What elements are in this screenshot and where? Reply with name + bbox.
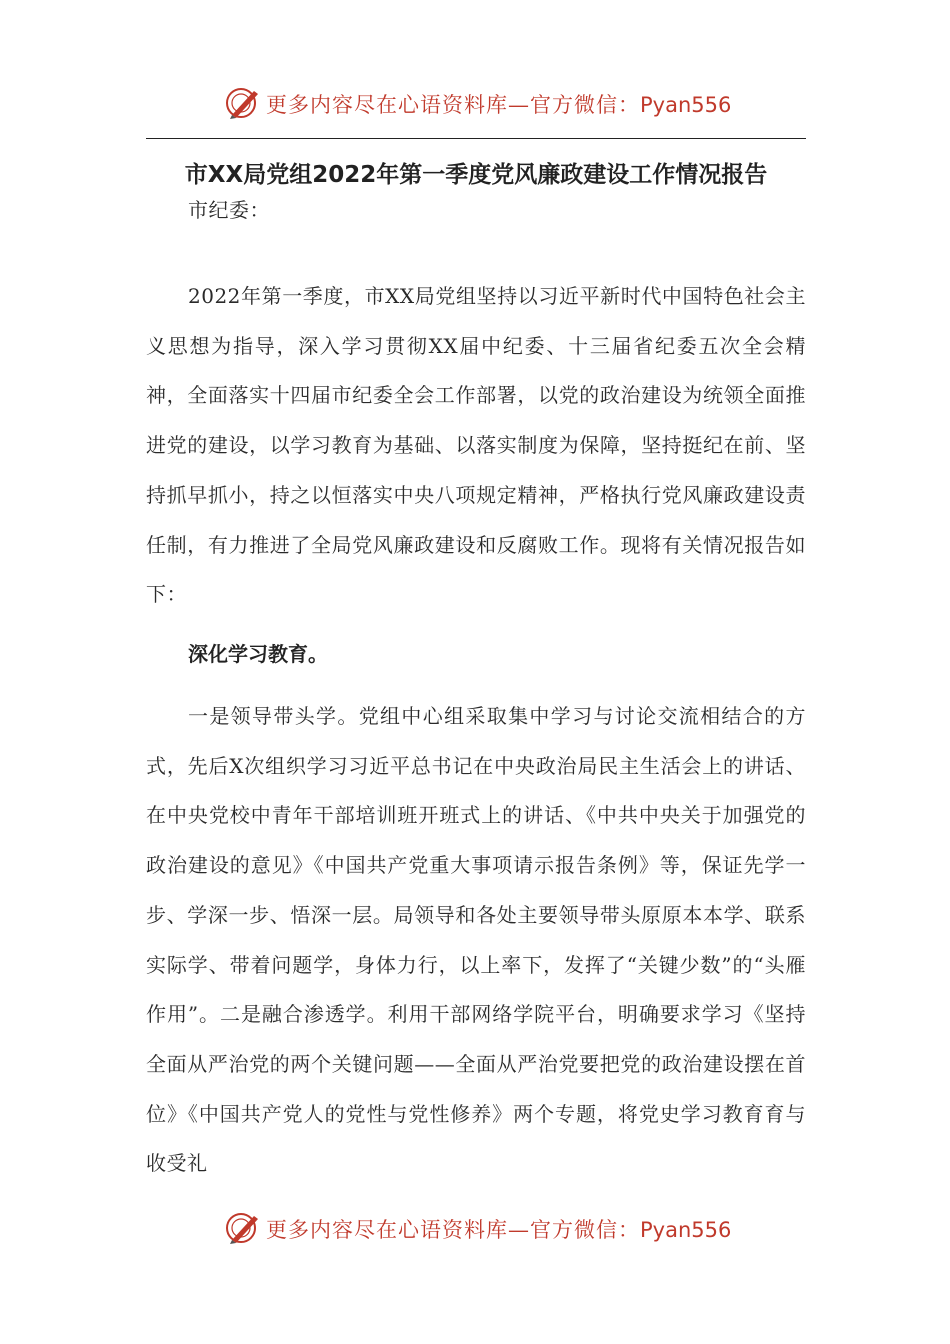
header-banner bbox=[0, 83, 950, 123]
wechat-id: Pyan556 bbox=[640, 1218, 732, 1242]
footer-banner bbox=[0, 1208, 950, 1248]
section-heading: 深化学习教育。 bbox=[188, 642, 328, 666]
banner-text: 更多内容尽在心语资料库—官方微信：Pyan556 bbox=[266, 93, 732, 117]
pen-logo-icon bbox=[224, 85, 262, 121]
pen-logo-icon bbox=[224, 1210, 262, 1246]
salutation: 市纪委： bbox=[188, 198, 270, 222]
wechat-id: Pyan556 bbox=[640, 93, 732, 117]
intro-paragraph: 2022年第一季度，市XX局党组坚持以习近平新时代中国特色社会主义思想为指导，深入学习贯彻XX届中纪委、十三届省纪委五次全会精神，全面落实十四届市纪委全会工作部署，以党的政治建设为统领全面推进党的建设，以学习教育为基础、以落实制度为保障，坚持挺纪在前、坚持抓早抓小，持之以恒落实中央八项规定精神，严格执行党风廉政建设责任制，有力推进了全局党风廉政建设和反腐败工作。现将有关情况报告如下： bbox=[146, 284, 806, 607]
section-body-paragraph: 一是领导带头学。党组中心组采取集中学习与讨论交流相结合的方式，先后X次组织学习习近平总书记在中央政治局民主生活会上的讲话、在中央党校中青年干部培训班开班式上的讲话、《中共中央关于加强党的政治建设的意见》《中国共产党重大事项请示报告条例》等，保证先学一步、学深一步、悟深一层。局领导和各处主要领导带头原原本本学、联系实际学、带着问题学，身体力行，以上率下，发挥了“关键少数”的“头雁作用”。二是融合渗透学。利用干部网络学院平台，明确要求学习《坚持全面从严治党的两个关键问题——全面从严治党要把党的政治建设摆在首位》《中国共产党人的党性与党性修养》两个专题，将党史学习教育育与收受礼 bbox=[146, 704, 806, 1176]
header-divider bbox=[146, 138, 806, 139]
banner-text: 更多内容尽在心语资料库—官方微信：Pyan556 bbox=[266, 1218, 732, 1242]
document-title: 市XX局党组2022年第一季度党风廉政建设工作情况报告 bbox=[184, 162, 768, 188]
